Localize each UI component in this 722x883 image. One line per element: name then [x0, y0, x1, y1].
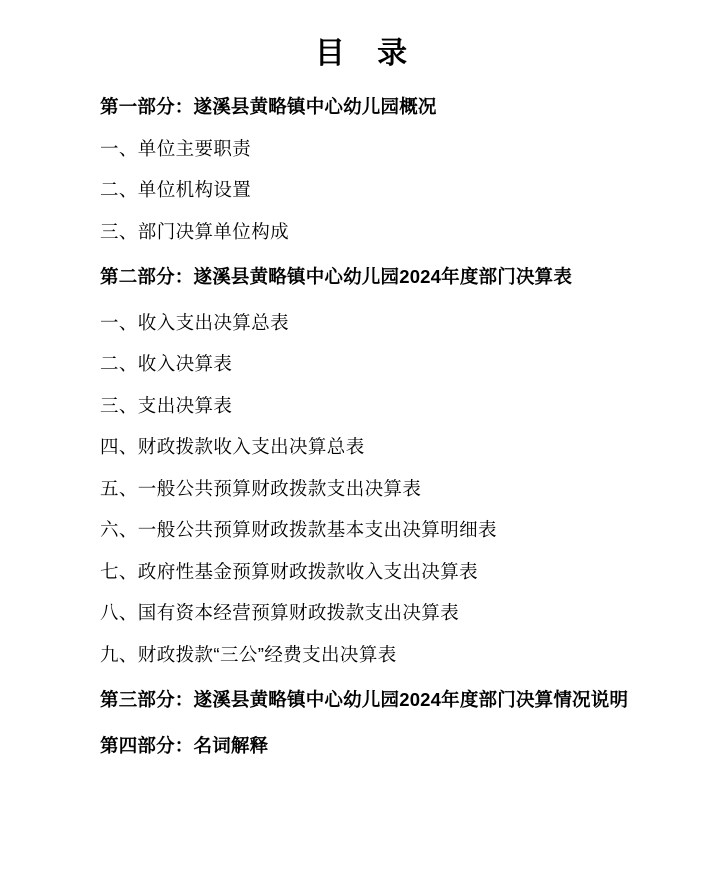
toc-item-1-3[interactable]: 三、部门决算单位构成 — [100, 220, 290, 242]
table-of-contents — [0, 98, 722, 756]
toc-item-1-2[interactable]: 二、单位机构设置 — [100, 179, 252, 200]
toc-item-2-4[interactable]: 四、财政拨款收入支出决算总表 — [100, 436, 365, 458]
toc-item-2-2[interactable]: 二、收入决算表 — [100, 353, 233, 375]
toc-item-2-8[interactable]: 八、国有资本经营预算财政拨款支出决算表 — [100, 602, 460, 624]
toc-item-2-5[interactable]: 五、一般公共预算财政拨款支出决算表 — [100, 477, 422, 499]
toc-item-1-1[interactable]: 一、单位主要职责 — [100, 137, 252, 159]
toc-item-part-1[interactable]: 第一部分：遂溪县黄略镇中心幼儿园概况 — [100, 96, 437, 117]
toc-item-part-4[interactable]: 第四部分：名词解释 — [100, 735, 269, 757]
toc-item-part-2[interactable]: 第二部分：遂溪县黄略镇中心幼儿园2024年度部门决算表 — [100, 266, 573, 287]
toc-item-part-3[interactable]: 第三部分：遂溪县黄略镇中心幼儿园2024年度部门决算情况说明 — [100, 689, 629, 711]
toc-item-2-1[interactable]: 一、收入支出决算总表 — [100, 311, 290, 333]
document-page — [0, 28, 722, 883]
toc-item-2-9[interactable]: 九、财政拨款“三公”经费支出决算表 — [100, 643, 397, 665]
toc-item-2-7[interactable]: 七、政府性基金预算财政拨款收入支出决算表 — [100, 560, 479, 582]
toc-item-2-3[interactable]: 三、支出决算表 — [100, 394, 233, 416]
page-title: 目 录 — [314, 37, 420, 70]
toc-item-2-6[interactable]: 六、一般公共预算财政拨款基本支出决算明细表 — [100, 519, 497, 541]
